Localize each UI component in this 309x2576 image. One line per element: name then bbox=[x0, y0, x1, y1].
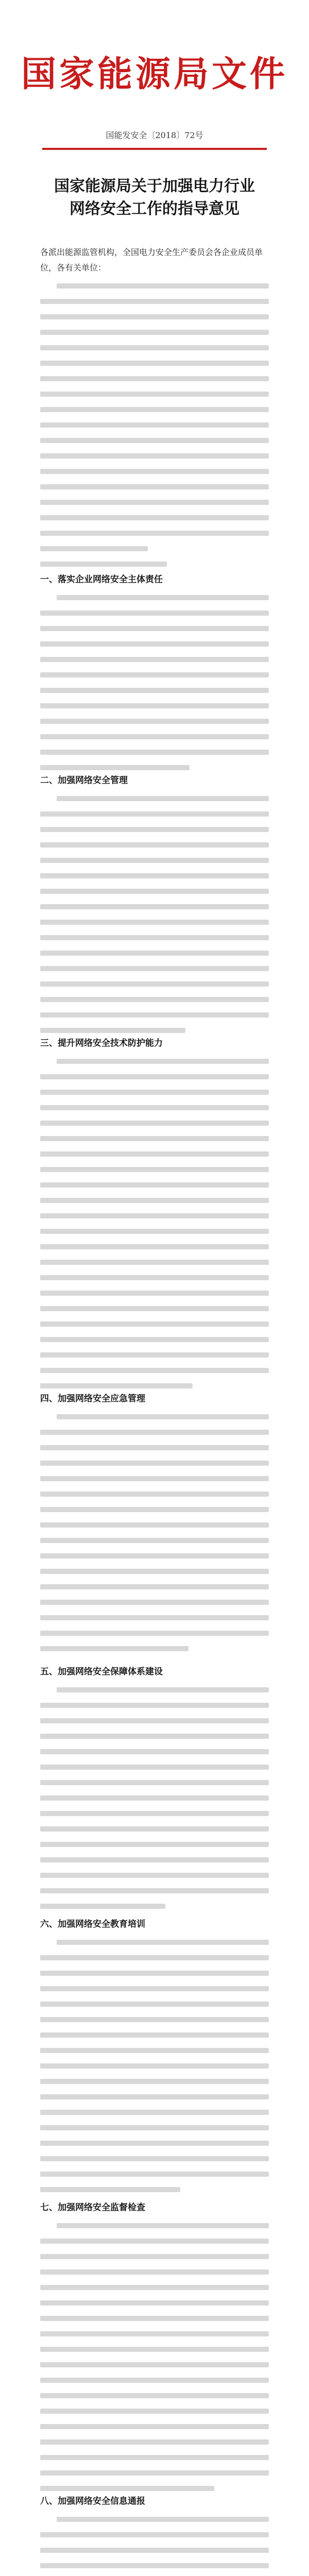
body-text-line bbox=[40, 2048, 269, 2053]
body-text-line bbox=[40, 858, 269, 863]
section-heading-8: 八、加强网络安全信息通报 bbox=[40, 2496, 145, 2506]
document-title bbox=[0, 175, 309, 220]
body-text-line bbox=[40, 1213, 269, 1218]
body-text-line bbox=[57, 796, 269, 801]
body-text-line bbox=[40, 1461, 269, 1466]
body-text-line bbox=[40, 2486, 214, 2491]
body-text-line bbox=[40, 1507, 269, 1512]
body-text-line bbox=[40, 734, 269, 739]
body-text-line bbox=[40, 422, 269, 428]
body-text-line bbox=[40, 484, 269, 489]
body-text-line bbox=[40, 2424, 269, 2429]
body-text-line bbox=[40, 1569, 269, 1574]
body-text-line bbox=[40, 951, 269, 956]
body-text-line bbox=[40, 1151, 269, 1157]
body-text-line bbox=[40, 515, 269, 520]
body-text-line bbox=[40, 361, 269, 366]
addressees: 各派出能源监管机构，全国电力安全生产委员会各企业成员单位，各有关单位： bbox=[40, 247, 263, 273]
body-text-line bbox=[40, 2548, 269, 2553]
body-text-line bbox=[40, 1244, 269, 1249]
body-text-line bbox=[40, 2141, 269, 2146]
section-heading-6: 六、加强网络安全教育培训 bbox=[40, 1919, 145, 1929]
body-text-line bbox=[57, 1687, 269, 1692]
body-text-line bbox=[40, 1646, 188, 1651]
body-text-line bbox=[40, 2239, 269, 2244]
body-text-line bbox=[40, 626, 269, 631]
body-text-line bbox=[40, 2063, 269, 2069]
body-text-line bbox=[40, 750, 269, 755]
body-text-line bbox=[40, 1167, 269, 1172]
body-text-line bbox=[40, 314, 269, 319]
body-text-line bbox=[40, 1718, 269, 1723]
body-text-line bbox=[40, 1584, 269, 1589]
body-text-line bbox=[40, 1826, 269, 1832]
body-text-line bbox=[40, 1734, 269, 1739]
body-text-line bbox=[40, 500, 269, 505]
body-text-line bbox=[40, 2316, 269, 2321]
body-text-line bbox=[40, 1306, 269, 1311]
body-text-line bbox=[40, 546, 148, 551]
body-text-line bbox=[40, 1703, 269, 1708]
body-text-line bbox=[40, 1842, 269, 1847]
body-text-line bbox=[40, 1291, 269, 1296]
body-text-line bbox=[40, 1553, 269, 1558]
body-text-line bbox=[40, 1795, 269, 1801]
body-text-line bbox=[40, 1873, 269, 1878]
body-text-line bbox=[40, 1198, 269, 1203]
body-text-line bbox=[40, 392, 269, 397]
body-text-line bbox=[40, 1615, 269, 1620]
body-text-line bbox=[57, 595, 269, 600]
body-text-line bbox=[40, 2409, 269, 2414]
body-text-line bbox=[40, 2254, 269, 2259]
body-text-line bbox=[40, 2032, 269, 2038]
title-line-1: 国家能源局关于加强电力行业 bbox=[54, 177, 255, 195]
body-text-line bbox=[40, 2079, 269, 2084]
body-text-line bbox=[40, 2094, 269, 2099]
body-text-line bbox=[40, 2393, 269, 2398]
body-text-line bbox=[40, 1811, 269, 1816]
title-line-2: 网络安全工作的指导意见 bbox=[70, 199, 239, 218]
body-text-line bbox=[40, 1857, 269, 1862]
body-text-line bbox=[40, 1074, 269, 1079]
section-heading-3: 三、提升网络安全技术防护能力 bbox=[40, 1038, 163, 1048]
body-text-line bbox=[40, 904, 269, 909]
body-text-line bbox=[40, 1780, 269, 1785]
body-text-line bbox=[40, 1631, 269, 1636]
body-text-line bbox=[40, 873, 269, 878]
body-text-line bbox=[40, 1445, 269, 1450]
body-text-line bbox=[40, 2347, 269, 2352]
body-text-line bbox=[40, 2532, 269, 2537]
body-text-line bbox=[40, 1090, 269, 1095]
body-text-line bbox=[40, 2156, 269, 2161]
body-text-line bbox=[40, 966, 269, 971]
body-text-line bbox=[40, 1986, 269, 1991]
body-text-line bbox=[40, 611, 269, 616]
document-number: 国能发安全〔2018〕72号 bbox=[106, 130, 203, 140]
body-text-line bbox=[40, 1321, 269, 1327]
body-text-line bbox=[40, 920, 269, 925]
body-text-line bbox=[40, 562, 167, 567]
body-text-line bbox=[40, 1368, 269, 1373]
body-text-line bbox=[57, 283, 269, 289]
section-heading-5: 五、加强网络安全保障体系建设 bbox=[40, 1667, 163, 1677]
body-text-line bbox=[40, 719, 269, 724]
body-text-line bbox=[40, 1971, 269, 1976]
body-text-line bbox=[40, 438, 269, 443]
body-text-line bbox=[40, 299, 269, 304]
body-text-line bbox=[40, 1229, 269, 1234]
body-text-line bbox=[40, 2125, 269, 2130]
body-text-line bbox=[40, 453, 269, 459]
body-text-line bbox=[40, 997, 269, 1002]
body-text-line bbox=[57, 1414, 269, 1419]
body-text-line bbox=[40, 407, 269, 412]
section-heading-7: 七、加强网络安全监督检查 bbox=[40, 2202, 145, 2213]
body-text-line bbox=[40, 1337, 269, 1342]
agency-masthead: 国家能源局文件 bbox=[21, 54, 288, 95]
section-heading-1: 一、落实企业网络安全主体责任 bbox=[40, 574, 163, 585]
body-text-line bbox=[40, 827, 269, 832]
body-text-line bbox=[40, 2378, 269, 2383]
body-text-line bbox=[40, 1430, 269, 1435]
body-text-line bbox=[40, 2017, 269, 2022]
body-text-line bbox=[40, 1012, 269, 1018]
body-text-line bbox=[57, 2517, 269, 2522]
body-text-line bbox=[40, 2455, 269, 2460]
body-text-line bbox=[40, 2110, 269, 2115]
body-text-line bbox=[40, 765, 190, 770]
body-text-line bbox=[40, 641, 269, 647]
red-divider bbox=[42, 148, 267, 150]
body-text-line bbox=[40, 1955, 269, 1960]
body-text-line bbox=[40, 1275, 269, 1280]
body-text-line bbox=[57, 1059, 269, 1064]
body-text-line bbox=[40, 1383, 193, 1388]
body-text-line bbox=[40, 2470, 269, 2476]
body-text-line bbox=[40, 2172, 269, 2177]
body-text-line bbox=[40, 2285, 269, 2290]
body-text-line bbox=[40, 1888, 269, 1893]
body-text-line bbox=[40, 1538, 269, 1543]
body-text-line bbox=[40, 1749, 269, 1754]
body-text-line bbox=[40, 2563, 269, 2568]
body-text-line bbox=[40, 376, 269, 381]
body-text-line bbox=[40, 1904, 165, 1909]
body-text-line bbox=[40, 1476, 269, 1481]
body-text-line bbox=[40, 2331, 269, 2336]
body-text-line bbox=[40, 889, 269, 894]
body-text-line bbox=[40, 2002, 269, 2007]
body-text-line bbox=[40, 935, 269, 940]
body-text-line bbox=[40, 1121, 269, 1126]
body-text-line bbox=[40, 2439, 269, 2445]
body-text-line bbox=[40, 345, 269, 350]
body-text-line bbox=[40, 2269, 269, 2275]
body-text-line bbox=[40, 330, 269, 335]
body-text-line bbox=[40, 1352, 269, 1358]
body-text-line bbox=[40, 2300, 269, 2306]
body-text-line bbox=[40, 842, 269, 848]
body-text-line bbox=[57, 2223, 269, 2228]
body-text-line bbox=[40, 688, 269, 693]
body-text-line bbox=[40, 531, 269, 536]
section-heading-2: 二、加强网络安全管理 bbox=[40, 775, 128, 786]
body-text-line bbox=[40, 1260, 269, 1265]
body-text-line bbox=[40, 1105, 269, 1110]
body-text-line bbox=[40, 703, 269, 708]
body-text-line bbox=[40, 469, 269, 474]
body-text-line bbox=[40, 981, 269, 987]
body-text-line bbox=[40, 1028, 185, 1033]
body-text-line bbox=[40, 811, 269, 817]
body-text-line bbox=[57, 1940, 269, 1945]
body-text-line bbox=[40, 1136, 269, 1141]
body-text-line bbox=[40, 2362, 269, 2367]
body-text-line bbox=[40, 672, 269, 677]
body-text-line bbox=[40, 1600, 269, 1605]
body-text-line bbox=[40, 2187, 180, 2192]
body-text-line bbox=[40, 1492, 269, 1497]
body-text-line bbox=[40, 1522, 269, 1528]
body-text-line bbox=[40, 1182, 269, 1188]
body-text-line bbox=[40, 1765, 269, 1770]
document-header bbox=[0, 0, 309, 170]
body-text-line bbox=[40, 657, 269, 662]
section-heading-4: 四、加强网络安全应急管理 bbox=[40, 1394, 145, 1404]
